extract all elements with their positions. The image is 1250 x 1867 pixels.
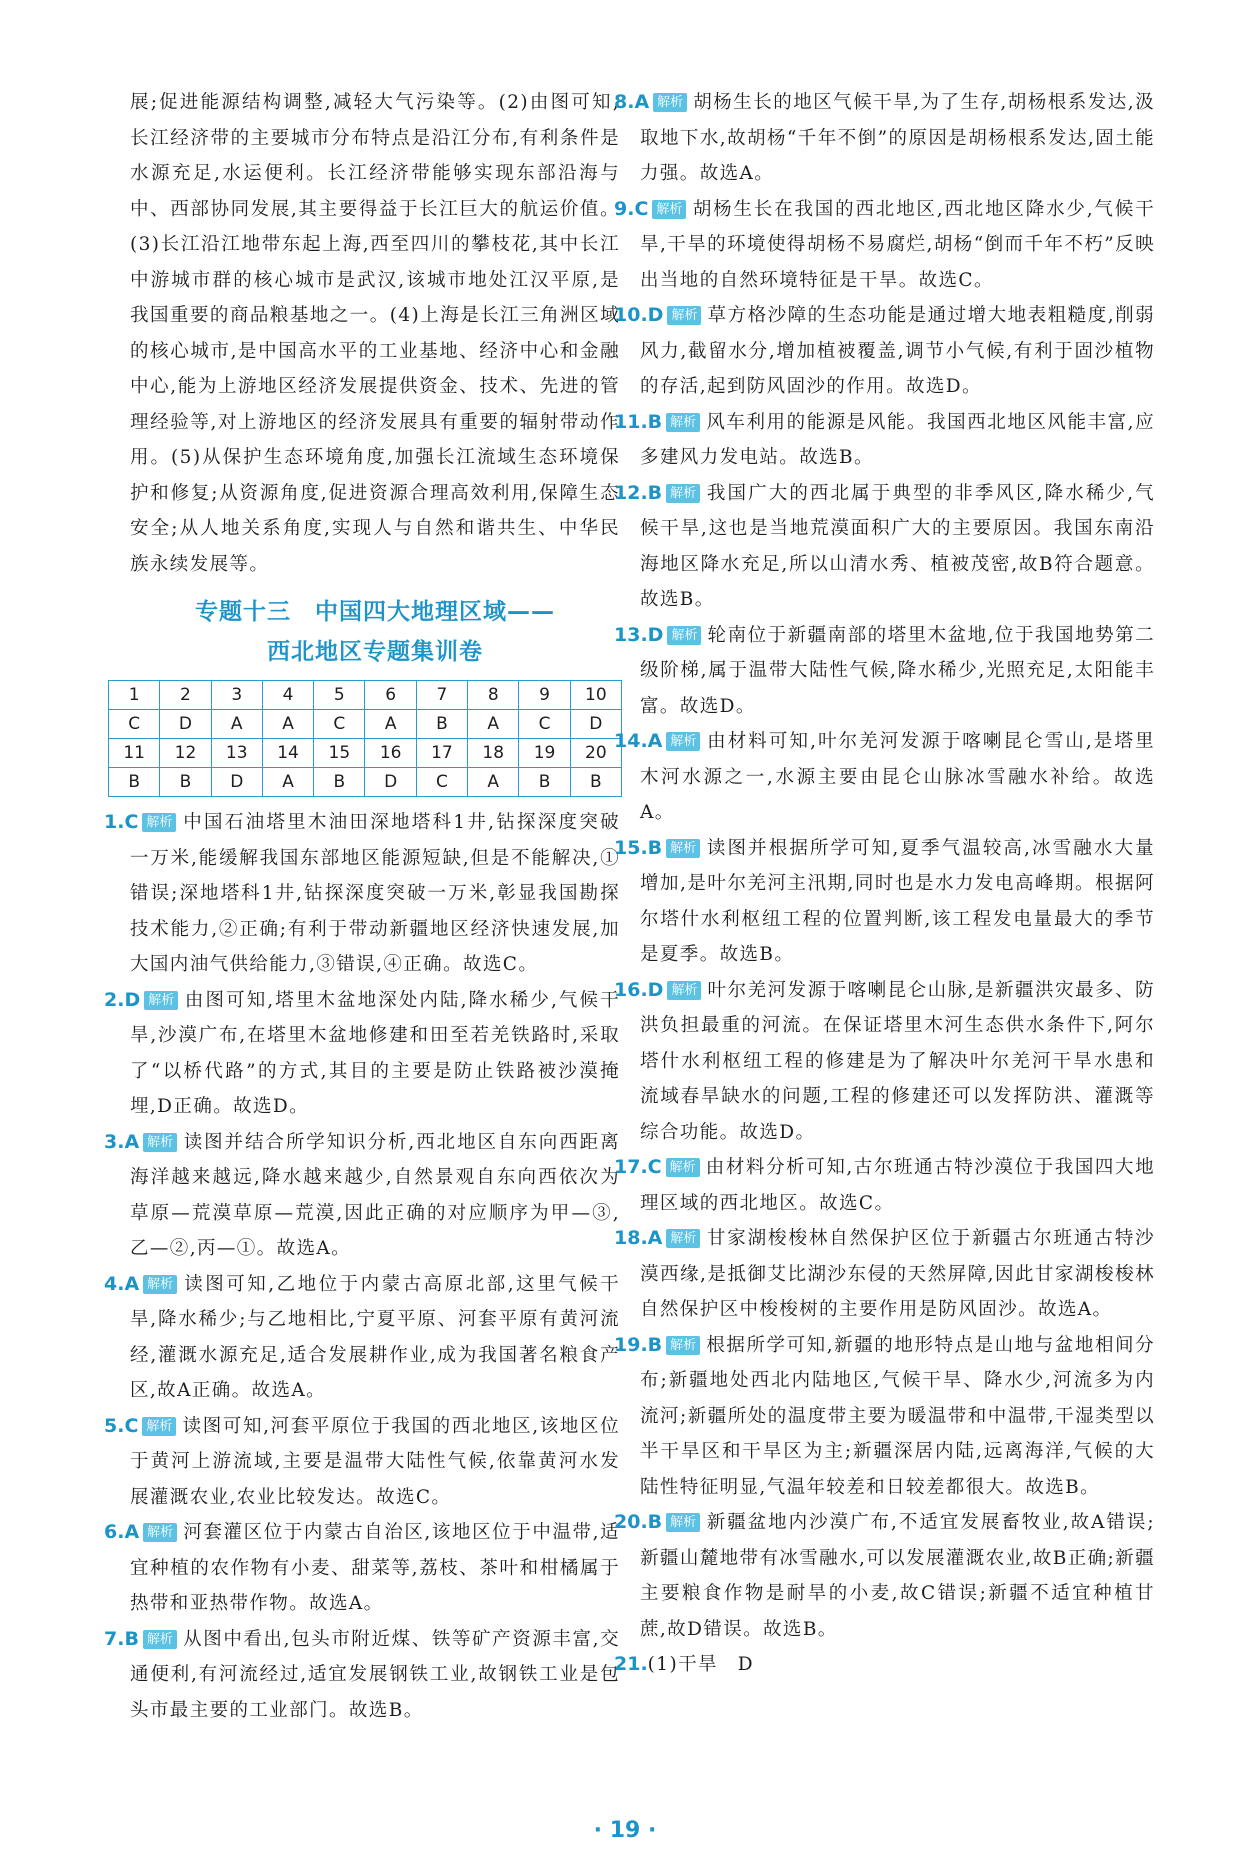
answer-text: (1)干旱 D xyxy=(647,1654,755,1675)
answer-table-cell: A xyxy=(262,710,313,739)
answer-table-cell: 8 xyxy=(468,681,519,710)
right-answer-list xyxy=(614,85,1155,1647)
answer-table-cell: A xyxy=(468,768,519,797)
answer-table-cell: B xyxy=(416,710,467,739)
answer-item xyxy=(104,1515,620,1622)
page-number: · 19 · xyxy=(593,1818,657,1843)
answer-item xyxy=(104,1622,620,1729)
analysis-tag: 解析 xyxy=(666,1229,700,1248)
answer-text: 从图中看出,包头市附近煤、铁等矿产资源丰富,交通便利,有河流经过,适宜发展钢铁工业,故钢铁工业是包头市最主要的工业部门。故选B。 xyxy=(130,1628,620,1721)
answer-item xyxy=(614,85,1155,192)
answer-table-row xyxy=(109,710,622,739)
analysis-tag: 解析 xyxy=(652,200,686,219)
analysis-tag: 解析 xyxy=(666,732,700,751)
answer-table-cell: 16 xyxy=(365,739,416,768)
answer-table-cell: C xyxy=(519,710,570,739)
answer-table-cell: 13 xyxy=(211,739,262,768)
answer-number: 8.A xyxy=(614,91,650,113)
answer-number: 10.D xyxy=(614,304,664,326)
answer-item xyxy=(614,192,1155,299)
answer-item xyxy=(614,724,1155,831)
left-answer-list xyxy=(104,805,620,1728)
answer-table-cell: B xyxy=(160,768,211,797)
answer-item xyxy=(104,805,620,983)
answer-text: 由图可知,塔里木盆地深处内陆,降水稀少,气候干旱,沙漠广布,在塔里木盆地修建和田至若羌铁路时,采取了“以桥代路”的方式,其目的主要是防止铁路被沙漠掩埋,D正确。故选D。 xyxy=(130,989,620,1117)
answer-table-cell: 14 xyxy=(262,739,313,768)
answer-item xyxy=(614,1328,1155,1506)
answer-table-cell: A xyxy=(468,710,519,739)
answer-text: 新疆盆地内沙漠广布,不适宜发展畜牧业,故A错误;新疆山麓地带有冰雪融水,可以发展灌溉农业,故B正确;新疆主要粮食作物是耐旱的小麦,故C错误;新疆不适宜种植甘蔗,故D错误。故选B。 xyxy=(640,1512,1155,1640)
analysis-tag: 解析 xyxy=(142,1417,176,1436)
answer-table-cell: D xyxy=(570,710,621,739)
answer-table-row xyxy=(109,739,622,768)
answer-text: 河套灌区位于内蒙古自治区,该地区位于中温带,适宜种植的农作物有小麦、甜菜等,荔枝、茶叶和柑橘属于热带和亚热带作物。故选A。 xyxy=(130,1522,620,1614)
answer-table-cell: C xyxy=(416,768,467,797)
answer-table-cell: A xyxy=(365,710,416,739)
answer-item xyxy=(614,618,1155,725)
answer-number: 5.C xyxy=(104,1414,139,1437)
answer-item xyxy=(614,1150,1155,1221)
answer-table-cell: 12 xyxy=(160,739,211,768)
answer-text: 读图并根据所学可知,夏季气温较高,冰雪融水大量增加,是叶尔羌河主汛期,同时也是水力发电高峰期。根据阿尔塔什水利枢纽工程的位置判断,该工程发电量最大的季节是夏季。故选B。 xyxy=(640,837,1155,965)
section-title xyxy=(130,592,620,672)
answer-text: 由材料可知,叶尔羌河发源于喀喇昆仑雪山,是塔里木河水源之一,水源主要由昆仑山脉冰雪融水补给。故选A。 xyxy=(640,731,1155,823)
answer-table-cell: C xyxy=(314,710,365,739)
answer-item xyxy=(104,983,620,1125)
answer-table-cell: D xyxy=(211,768,262,797)
answer-table-cell: 2 xyxy=(160,681,211,710)
answer-text: 读图并结合所学知识分析,西北地区自东向西距离海洋越来越远,降水越来越少,自然景观自东向西依次为草原—荒漠草原—荒漠,因此正确的对应顺序为甲—③,乙—②,丙—①。故选A。 xyxy=(130,1131,620,1259)
answer-table-row xyxy=(109,768,622,797)
answer-table-cell: 9 xyxy=(519,681,570,710)
answer-text: 胡杨生长在我国的西北地区,西北地区降水少,气候干旱,干旱的环境使得胡杨不易腐烂,胡杨“倒而千年不朽”反映出当地的自然环境特征是干旱。故选C。 xyxy=(640,198,1155,291)
analysis-tag: 解析 xyxy=(143,1630,177,1649)
answer-table-cell: 18 xyxy=(468,739,519,768)
answer-item xyxy=(104,1125,620,1267)
answer-table-cell: B xyxy=(109,768,160,797)
answer-table-cell: 11 xyxy=(109,739,160,768)
answer-table-cell: 3 xyxy=(211,681,262,710)
analysis-tag: 解析 xyxy=(666,1513,700,1532)
answer-item xyxy=(614,405,1155,476)
analysis-tag: 解析 xyxy=(144,991,178,1010)
answer-table-cell: D xyxy=(160,710,211,739)
analysis-tag: 解析 xyxy=(667,981,701,1000)
analysis-tag: 解析 xyxy=(143,1275,177,1294)
answer-item xyxy=(104,1409,620,1516)
answer-table-cell: 17 xyxy=(416,739,467,768)
answer-table-cell: 5 xyxy=(314,681,365,710)
answer-item xyxy=(614,1505,1155,1647)
answer-table xyxy=(108,680,622,797)
answer-number: 2.D xyxy=(104,988,141,1011)
answer-item xyxy=(614,298,1155,405)
right-column xyxy=(614,85,1155,1683)
intro-paragraph: 展;促进能源结构调整,减轻大气污染等。(2)由图可知,长江经济带的主要城市分布特点是沿江分布,有利条件是水源充足,水运便利。长江经济带能够实现东部沿海与中、西部协同发展,其主要得益于长江巨大的航运价值。(3)长江沿江地带东起上海,西至四川的攀枝花,其中长江中游城市群的核心城市是武汉,该城市地处江汉平原,是我国重要的商品粮基地之一。(4)上海是长江三角洲区域的核心城市,是中国高水平的工业基地、经济中心和金融中心,能为上游地区经济发展提供资金、技术、先进的管理经验等,对上游地区的经济发展具有重要的辐射带动作用。(5)从保护生态环境角度,加强长江流域生态环境保护和修复;从资源角度,促进资源合理高效利用,保障生态安全;从人地关系角度,实现人与自然和谐共生、中华民族永续发展等。 xyxy=(130,92,620,575)
answer-number: 16.D xyxy=(614,978,664,1001)
answer-table-cell: 4 xyxy=(262,681,313,710)
answer-number: 18.A xyxy=(614,1227,663,1249)
answer-number: 11.B xyxy=(614,410,663,433)
answer-table-cell: A xyxy=(211,710,262,739)
answer-number: 1.C xyxy=(104,811,139,833)
analysis-tag: 解析 xyxy=(143,1523,177,1542)
analysis-tag: 解析 xyxy=(143,1133,177,1152)
answer-table-cell: B xyxy=(570,768,621,797)
answer-text: 根据所学可知,新疆的地形特点是山地与盆地相间分布;新疆地处西北内陆地区,气候干旱、降水少,河流多为内流河;新疆所处的温度带主要为暖温带和中温带,干湿类型以半干旱区和干旱区为主;新疆深居内陆,远离海洋,气候的大陆性特征明显,气温年较差和日较差都很大。故选B。 xyxy=(640,1334,1155,1498)
answer-text: 叶尔羌河发源于喀喇昆仑山脉,是新疆洪灾最多、防洪负担最重的河流。在保证塔里木河生态供水条件下,阿尔塔什水利枢纽工程的修建是为了解决叶尔羌河干旱水患和流域春旱缺水的问题,工程的修建还可以发挥防洪、灌溉等综合功能。故选D。 xyxy=(640,979,1155,1143)
section-title-line2: 西北地区专题集训卷 xyxy=(267,639,483,665)
answer-number: 20.B xyxy=(614,1511,663,1533)
answer-table-cell: 7 xyxy=(416,681,467,710)
answer-number: 3.A xyxy=(104,1130,140,1153)
answer-table-cell: 19 xyxy=(519,739,570,768)
answer-table-cell: C xyxy=(109,710,160,739)
answer-table-cell: 15 xyxy=(314,739,365,768)
answer-number: 13.D xyxy=(614,623,664,646)
analysis-tag: 解析 xyxy=(666,484,700,503)
left-column xyxy=(104,85,620,1728)
analysis-tag: 解析 xyxy=(666,839,700,858)
answer-item xyxy=(104,1267,620,1409)
answer-text: 胡杨生长的地区气候干旱,为了生存,胡杨根系发达,汲取地下水,故胡杨“千年不倒”的原因是胡杨根系发达,固土能力强。故选A。 xyxy=(640,92,1155,184)
answer-text: 甘家湖梭梭林自然保护区位于新疆古尔班通古特沙漠西缘,是抵御艾比湖沙东侵的天然屏障,因此甘家湖梭梭林自然保护区中梭梭树的主要作用是防风固沙。故选A。 xyxy=(640,1228,1155,1320)
answer-item-21 xyxy=(614,1647,1155,1683)
answer-table-cell: B xyxy=(314,768,365,797)
answer-number: 17.C xyxy=(614,1156,662,1178)
answer-table-cell: B xyxy=(519,768,570,797)
answer-text: 轮南位于新疆南部的塔里木盆地,位于我国地势第二级阶梯,属于温带大陆性气候,降水稀少,光照充足,太阳能丰富。故选D。 xyxy=(640,624,1155,717)
answer-table-cell: A xyxy=(262,768,313,797)
analysis-tag: 解析 xyxy=(666,413,700,432)
answer-text: 中国石油塔里木油田深地塔科1井,钻探深度突破一万米,能缓解我国东部地区能源短缺,但是不能解决,①错误;深地塔科1井,钻探深度突破一万米,彰显我国勘探技术能力,②正确;有利于带动新疆地区经济快速发展,加大国内油气供给能力,③错误,④正确。故选C。 xyxy=(130,812,620,975)
analysis-tag: 解析 xyxy=(667,306,701,325)
analysis-tag: 解析 xyxy=(666,1158,700,1177)
answer-text: 由材料分析可知,古尔班通古特沙漠位于我国四大地理区域的西北地区。故选C。 xyxy=(640,1157,1155,1214)
answer-table-cell: 6 xyxy=(365,681,416,710)
answer-table-cell: 20 xyxy=(570,739,621,768)
answer-item xyxy=(614,476,1155,618)
answer-number: 7.B xyxy=(104,1627,139,1650)
analysis-tag: 解析 xyxy=(666,1336,700,1355)
answer-number: 19.B xyxy=(614,1333,663,1356)
section-title-line1: 专题十三 中国四大地理区域—— xyxy=(195,599,555,625)
answer-table-row xyxy=(109,681,622,710)
answer-text: 草方格沙障的生态功能是通过增大地表粗糙度,削弱风力,截留水分,增加植被覆盖,调节小气候,有利于固沙植物的存活,起到防风固沙的作用。故选D。 xyxy=(640,305,1155,397)
analysis-tag: 解析 xyxy=(667,626,701,645)
answer-number: 12.B xyxy=(614,481,663,504)
analysis-tag: 解析 xyxy=(142,813,176,832)
answer-table-cell: 10 xyxy=(570,681,621,710)
answer-number: 21. xyxy=(614,1653,648,1675)
answer-item xyxy=(614,1221,1155,1328)
answer-text: 读图可知,河套平原位于我国的西北地区,该地区位于黄河上游流域,主要是温带大陆性气候,依靠黄河水发展灌溉农业,农业比较发达。故选C。 xyxy=(130,1415,620,1508)
answer-number: 15.B xyxy=(614,836,663,859)
answer-text: 我国广大的西北属于典型的非季风区,降水稀少,气候干旱,这也是当地荒漠面积广大的主要原因。我国东南沿海地区降水充足,所以山清水秀、植被茂密,故B符合题意。故选B。 xyxy=(640,482,1155,610)
analysis-tag: 解析 xyxy=(653,93,687,112)
answer-table-cell: D xyxy=(365,768,416,797)
answer-text: 风车利用的能源是风能。我国西北地区风能丰富,应多建风力发电站。故选B。 xyxy=(640,411,1155,468)
answer-number: 9.C xyxy=(614,197,649,220)
answer-table-cell: 1 xyxy=(109,681,160,710)
answer-number: 14.A xyxy=(614,730,663,752)
answer-item xyxy=(614,831,1155,973)
answer-text: 读图可知,乙地位于内蒙古高原北部,这里气候干旱,降水稀少;与乙地相比,宁夏平原、河套平原有黄河流经,灌溉水源充足,适合发展耕作业,成为我国著名粮食产区,故A正确。故选A。 xyxy=(130,1273,620,1401)
answer-item xyxy=(614,973,1155,1151)
answer-number: 6.A xyxy=(104,1521,140,1543)
answer-number: 4.A xyxy=(104,1272,140,1295)
